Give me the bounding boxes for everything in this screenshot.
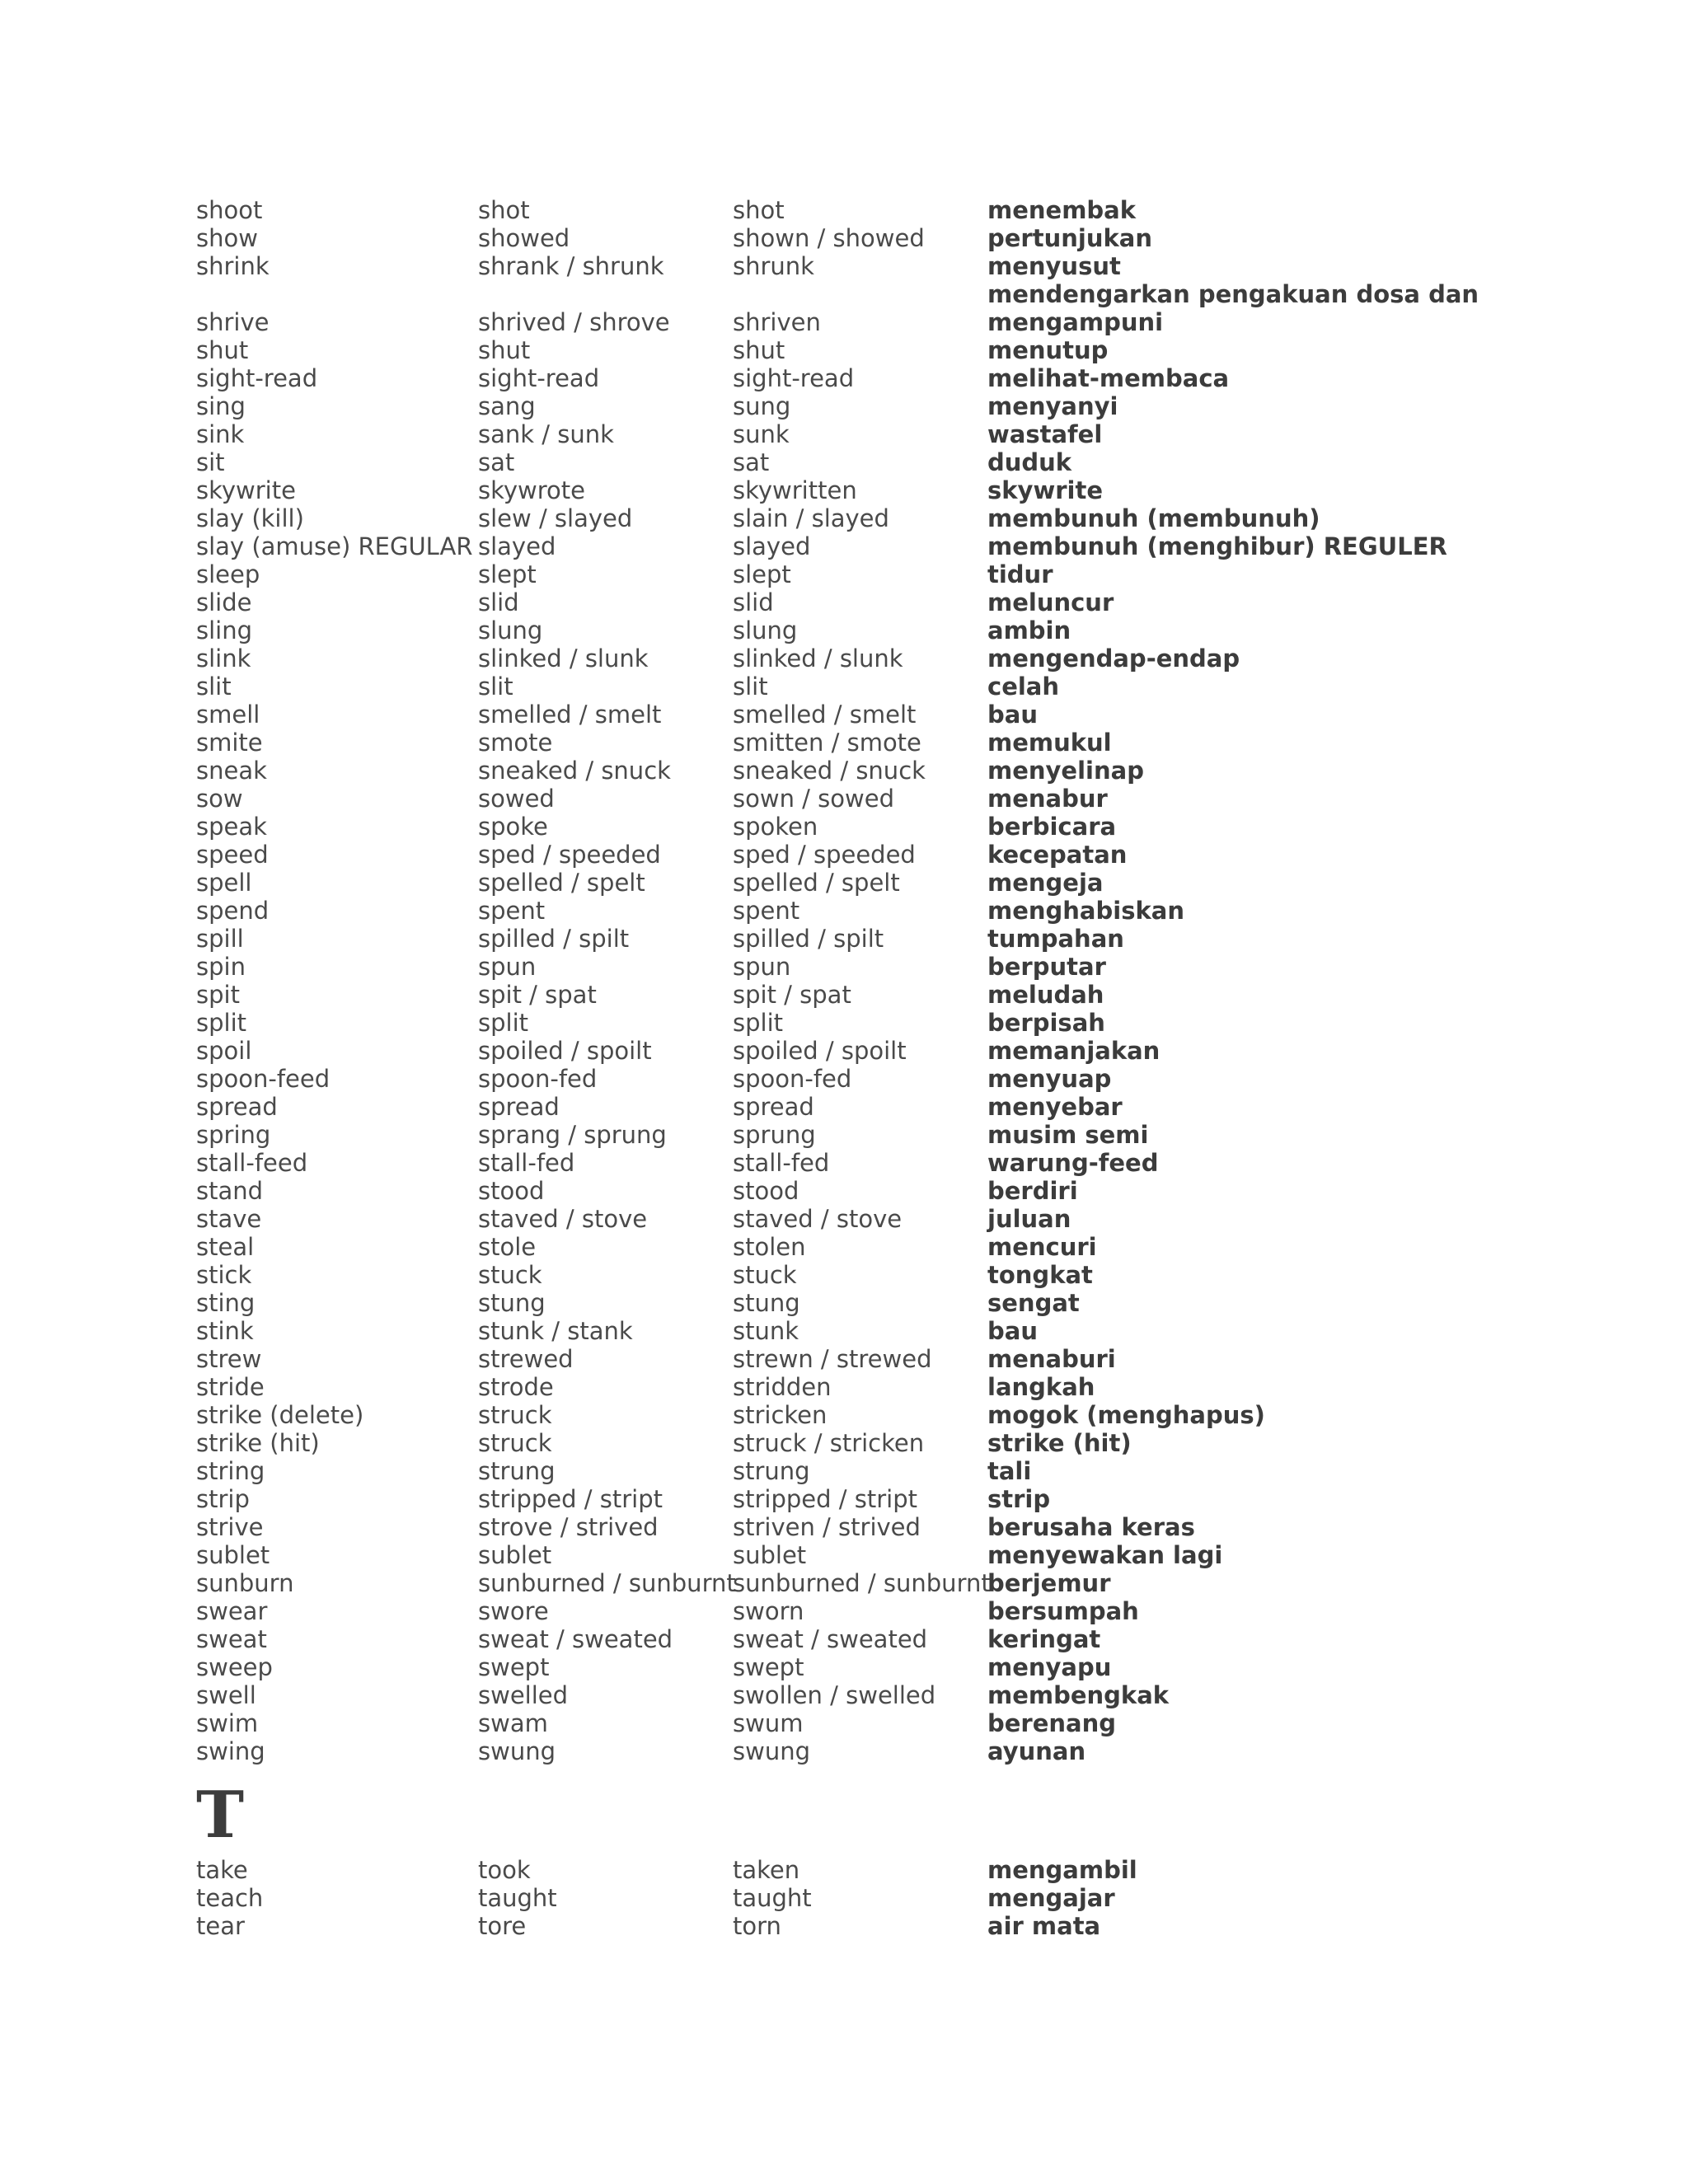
table-row bbox=[196, 196, 1531, 224]
past-participle-cell: sight-read bbox=[733, 364, 855, 392]
past-participle-cell: sworn bbox=[733, 1597, 804, 1625]
past-participle-cell: sunk bbox=[733, 420, 790, 448]
past-tense-cell: spoiled / spoilt bbox=[478, 1037, 652, 1065]
past-tense-cell: spread bbox=[478, 1093, 560, 1121]
base-form-cell: slit bbox=[196, 673, 232, 701]
past-tense-cell: shrived / shrove bbox=[478, 308, 670, 336]
translation-line-2: mengampuni bbox=[987, 308, 1164, 336]
past-participle-cell: spilled / spilt bbox=[733, 925, 884, 953]
table-row bbox=[196, 1037, 1531, 1065]
translation-cell: bersumpah bbox=[987, 1597, 1139, 1625]
past-participle-cell: spun bbox=[733, 953, 791, 981]
past-participle-cell: shrunk bbox=[733, 252, 814, 280]
translation-cell: mengambil bbox=[987, 1856, 1137, 1884]
translation-cell: menyanyi bbox=[987, 392, 1118, 420]
translation-cell: berbicara bbox=[987, 813, 1117, 841]
base-form-cell: spring bbox=[196, 1121, 271, 1149]
past-participle-cell: slain / slayed bbox=[733, 504, 889, 532]
translation-cell: ayunan bbox=[987, 1737, 1086, 1765]
past-tense-cell: struck bbox=[478, 1401, 552, 1429]
past-participle-cell: slung bbox=[733, 616, 798, 644]
table-row bbox=[196, 813, 1531, 841]
past-tense-cell: struck bbox=[478, 1429, 552, 1457]
table-row bbox=[196, 1065, 1531, 1093]
base-form-cell: smite bbox=[196, 729, 263, 757]
past-tense-cell: sunburned / sunburnt bbox=[478, 1569, 736, 1597]
translation-cell: menyuap bbox=[987, 1065, 1112, 1093]
base-form-cell: spell bbox=[196, 869, 252, 897]
past-participle-cell: slayed bbox=[733, 532, 811, 560]
past-tense-cell: showed bbox=[478, 224, 570, 252]
past-tense-cell: slung bbox=[478, 616, 543, 644]
past-participle-cell: spoiled / spoilt bbox=[733, 1037, 907, 1065]
table-row bbox=[196, 673, 1531, 701]
translation-cell: mengeja bbox=[987, 869, 1104, 897]
past-tense-cell: took bbox=[478, 1856, 531, 1884]
translation-cell: duduk bbox=[987, 448, 1072, 476]
table-row bbox=[196, 1597, 1531, 1625]
letter-heading: T bbox=[196, 1778, 245, 1853]
translation-cell: menaburi bbox=[987, 1345, 1116, 1373]
table-row bbox=[196, 1653, 1531, 1681]
table-row bbox=[196, 532, 1531, 560]
translation-cell: memukul bbox=[987, 729, 1112, 757]
translation-cell: berdiri bbox=[987, 1177, 1078, 1205]
table-row bbox=[196, 785, 1531, 813]
base-form-cell: spend bbox=[196, 897, 270, 925]
base-form-cell: sight-read bbox=[196, 364, 318, 392]
table-row bbox=[196, 1912, 1531, 1940]
past-tense-cell: slept bbox=[478, 560, 537, 588]
base-form-cell: steal bbox=[196, 1233, 255, 1261]
translation-cell: menyusut bbox=[987, 252, 1121, 280]
past-participle-cell: slept bbox=[733, 560, 791, 588]
table-row bbox=[196, 1345, 1531, 1373]
past-tense-cell: shrank / shrunk bbox=[478, 252, 664, 280]
translation-cell: menyelinap bbox=[987, 757, 1144, 785]
table-row bbox=[196, 1233, 1531, 1261]
past-tense-cell: sprang / sprung bbox=[478, 1121, 667, 1149]
translation-cell: menyebar bbox=[987, 1093, 1123, 1121]
past-participle-cell: swept bbox=[733, 1653, 804, 1681]
translation-cell: keringat bbox=[987, 1625, 1101, 1653]
translation-cell: meludah bbox=[987, 981, 1104, 1009]
past-participle-cell: strewn / strewed bbox=[733, 1345, 932, 1373]
past-tense-cell: strewed bbox=[478, 1345, 574, 1373]
table-row bbox=[196, 1401, 1531, 1429]
past-tense-cell: slinked / slunk bbox=[478, 644, 649, 673]
base-form-cell: skywrite bbox=[196, 476, 296, 504]
past-participle-cell: swollen / swelled bbox=[733, 1681, 936, 1709]
base-form-cell: slink bbox=[196, 644, 251, 673]
past-participle-cell: sat bbox=[733, 448, 770, 476]
past-participle-cell: sped / speeded bbox=[733, 841, 916, 869]
base-form-cell: spill bbox=[196, 925, 244, 953]
translation-cell: pertunjukan bbox=[987, 224, 1152, 252]
table-row bbox=[196, 869, 1531, 897]
table-row bbox=[196, 925, 1531, 953]
base-form-cell: speak bbox=[196, 813, 267, 841]
past-tense-cell: skywrote bbox=[478, 476, 585, 504]
table-row bbox=[196, 420, 1531, 448]
past-tense-cell: spoke bbox=[478, 813, 548, 841]
translation-cell: berputar bbox=[987, 953, 1106, 981]
past-participle-cell: stolen bbox=[733, 1233, 806, 1261]
past-participle-cell: spread bbox=[733, 1093, 814, 1121]
past-participle-cell: slid bbox=[733, 588, 774, 616]
translation-cell: mengajar bbox=[987, 1884, 1115, 1912]
base-form-cell: shoot bbox=[196, 196, 263, 224]
past-tense-cell: strung bbox=[478, 1457, 556, 1485]
table-row bbox=[196, 224, 1531, 252]
translation-cell: membunuh (membunuh) bbox=[987, 504, 1320, 532]
translation-cell: skywrite bbox=[987, 476, 1104, 504]
base-form-cell: tear bbox=[196, 1912, 245, 1940]
base-form-cell: sunburn bbox=[196, 1569, 294, 1597]
past-participle-cell: stung bbox=[733, 1289, 800, 1317]
translation-cell: air mata bbox=[987, 1912, 1101, 1940]
base-form-cell: spread bbox=[196, 1093, 278, 1121]
past-tense-cell: staved / stove bbox=[478, 1205, 648, 1233]
past-tense-cell: slew / slayed bbox=[478, 504, 633, 532]
translation-cell: wastafel bbox=[987, 420, 1103, 448]
table-row bbox=[196, 560, 1531, 588]
table-row bbox=[196, 729, 1531, 757]
base-form-cell: swell bbox=[196, 1681, 256, 1709]
translation-cell: menabur bbox=[987, 785, 1108, 813]
past-tense-cell: spit / spat bbox=[478, 981, 597, 1009]
base-form-cell: stand bbox=[196, 1177, 264, 1205]
table-row bbox=[196, 757, 1531, 785]
table-row bbox=[196, 1429, 1531, 1457]
base-form-cell: slide bbox=[196, 588, 252, 616]
base-form-cell: shut bbox=[196, 336, 249, 364]
table-row bbox=[196, 1625, 1531, 1653]
past-tense-cell: stole bbox=[478, 1233, 537, 1261]
translation-cell: ambin bbox=[987, 616, 1071, 644]
past-participle-cell: sublet bbox=[733, 1541, 807, 1569]
past-participle-cell: spit / spat bbox=[733, 981, 851, 1009]
translation-cell: membengkak bbox=[987, 1681, 1170, 1709]
past-participle-cell: skywritten bbox=[733, 476, 857, 504]
past-participle-cell: shriven bbox=[733, 308, 821, 336]
translation-cell: meluncur bbox=[987, 588, 1114, 616]
table-row bbox=[196, 476, 1531, 504]
base-form-cell: smell bbox=[196, 701, 260, 729]
base-form-cell: strive bbox=[196, 1513, 264, 1541]
past-tense-cell: sang bbox=[478, 392, 536, 420]
table-row bbox=[196, 588, 1531, 616]
base-form-cell: swim bbox=[196, 1709, 259, 1737]
translation-cell: mogok (menghapus) bbox=[987, 1401, 1265, 1429]
table-row bbox=[196, 616, 1531, 644]
table-row bbox=[196, 1093, 1531, 1121]
translation-cell: menyewakan lagi bbox=[987, 1541, 1223, 1569]
past-tense-cell: slit bbox=[478, 673, 513, 701]
past-participle-cell: swung bbox=[733, 1737, 810, 1765]
table-row bbox=[196, 504, 1531, 532]
translation-cell: menghabiskan bbox=[987, 897, 1184, 925]
base-form-cell: swing bbox=[196, 1737, 265, 1765]
base-form-cell: stave bbox=[196, 1205, 262, 1233]
base-form-cell: stink bbox=[196, 1317, 254, 1345]
past-participle-cell: spent bbox=[733, 897, 800, 925]
past-tense-cell: slayed bbox=[478, 532, 556, 560]
base-form-cell: sing bbox=[196, 392, 246, 420]
past-participle-cell: strung bbox=[733, 1457, 810, 1485]
past-tense-cell: sowed bbox=[478, 785, 555, 813]
table-row bbox=[196, 1884, 1531, 1912]
base-form-cell: strew bbox=[196, 1345, 262, 1373]
table-row bbox=[196, 280, 1531, 336]
translation-cell: berenang bbox=[987, 1709, 1117, 1737]
past-tense-cell: sublet bbox=[478, 1541, 552, 1569]
past-participle-cell: sown / sowed bbox=[733, 785, 894, 813]
table-row bbox=[196, 1485, 1531, 1513]
past-tense-cell: taught bbox=[478, 1884, 557, 1912]
base-form-cell: sit bbox=[196, 448, 225, 476]
translation-cell: mengendap-endap bbox=[987, 644, 1240, 673]
past-tense-cell: strove / strived bbox=[478, 1513, 659, 1541]
base-form-cell: spoil bbox=[196, 1037, 252, 1065]
translation-cell: bau bbox=[987, 1317, 1038, 1345]
table-row bbox=[196, 897, 1531, 925]
base-form-cell: strip bbox=[196, 1485, 250, 1513]
table-row bbox=[196, 448, 1531, 476]
base-form-cell: spit bbox=[196, 981, 240, 1009]
past-participle-cell: smelled / smelt bbox=[733, 701, 917, 729]
table-row bbox=[196, 392, 1531, 420]
past-tense-cell: stuck bbox=[478, 1261, 542, 1289]
table-row bbox=[196, 1681, 1531, 1709]
base-form-cell: sting bbox=[196, 1289, 256, 1317]
past-tense-cell: shut bbox=[478, 336, 531, 364]
past-tense-cell: stood bbox=[478, 1177, 545, 1205]
past-participle-cell: torn bbox=[733, 1912, 781, 1940]
translation-cell: mencuri bbox=[987, 1233, 1097, 1261]
past-participle-cell: spelled / spelt bbox=[733, 869, 900, 897]
past-participle-cell: stuck bbox=[733, 1261, 797, 1289]
base-form-cell: slay (kill) bbox=[196, 504, 304, 532]
translation-cell: juluan bbox=[987, 1205, 1071, 1233]
table-row bbox=[196, 1856, 1531, 1884]
past-participle-cell: struck / stricken bbox=[733, 1429, 925, 1457]
base-form-cell: sink bbox=[196, 420, 245, 448]
translation-cell: celah bbox=[987, 673, 1060, 701]
past-tense-cell: split bbox=[478, 1009, 529, 1037]
verb-table-s bbox=[196, 196, 1531, 1765]
past-participle-cell: sunburned / sunburnt bbox=[733, 1569, 991, 1597]
past-tense-cell: spent bbox=[478, 897, 546, 925]
table-row bbox=[196, 841, 1531, 869]
translation-cell: tumpahan bbox=[987, 925, 1124, 953]
past-tense-cell: swung bbox=[478, 1737, 556, 1765]
table-row bbox=[196, 1317, 1531, 1345]
translation-cell: membunuh (menghibur) REGULER bbox=[987, 532, 1447, 560]
past-tense-cell: strode bbox=[478, 1373, 554, 1401]
translation-cell: strike (hit) bbox=[987, 1429, 1132, 1457]
base-form-cell: slay (amuse) REGULAR bbox=[196, 532, 473, 560]
base-form-cell: stick bbox=[196, 1261, 252, 1289]
translation-cell: menyapu bbox=[987, 1653, 1112, 1681]
table-row bbox=[196, 701, 1531, 729]
past-tense-cell: sweat / sweated bbox=[478, 1625, 673, 1653]
base-form-cell: sneak bbox=[196, 757, 267, 785]
table-row bbox=[196, 1541, 1531, 1569]
translation-cell bbox=[987, 280, 1479, 336]
base-form-cell: stride bbox=[196, 1373, 265, 1401]
table-row bbox=[196, 1709, 1531, 1737]
translation-cell: menembak bbox=[987, 196, 1137, 224]
base-form-cell: sweat bbox=[196, 1625, 267, 1653]
past-tense-cell: smote bbox=[478, 729, 553, 757]
past-tense-cell: spun bbox=[478, 953, 537, 981]
past-tense-cell: smelled / smelt bbox=[478, 701, 662, 729]
past-tense-cell: swelled bbox=[478, 1681, 569, 1709]
past-participle-cell: stridden bbox=[733, 1373, 832, 1401]
base-form-cell: sublet bbox=[196, 1541, 270, 1569]
past-participle-cell: sneaked / snuck bbox=[733, 757, 926, 785]
table-row bbox=[196, 1373, 1531, 1401]
base-form-cell: shrink bbox=[196, 252, 270, 280]
past-participle-cell: striven / strived bbox=[733, 1513, 921, 1541]
past-tense-cell: spoon-fed bbox=[478, 1065, 598, 1093]
past-participle-cell: slinked / slunk bbox=[733, 644, 903, 673]
past-tense-cell: slid bbox=[478, 588, 519, 616]
past-tense-cell: sneaked / snuck bbox=[478, 757, 671, 785]
table-row bbox=[196, 644, 1531, 673]
base-form-cell: sweep bbox=[196, 1653, 273, 1681]
table-row bbox=[196, 1737, 1531, 1765]
base-form-cell: string bbox=[196, 1457, 265, 1485]
past-participle-cell: sweat / sweated bbox=[733, 1625, 928, 1653]
table-row bbox=[196, 1513, 1531, 1541]
table-row bbox=[196, 1569, 1531, 1597]
base-form-cell: strike (hit) bbox=[196, 1429, 320, 1457]
base-form-cell: take bbox=[196, 1856, 248, 1884]
translation-cell: tali bbox=[987, 1457, 1032, 1485]
translation-cell: melihat-membaca bbox=[987, 364, 1230, 392]
past-tense-cell: spelled / spelt bbox=[478, 869, 645, 897]
past-participle-cell: shot bbox=[733, 196, 785, 224]
past-participle-cell: sung bbox=[733, 392, 791, 420]
past-participle-cell: shut bbox=[733, 336, 785, 364]
table-row bbox=[196, 1177, 1531, 1205]
past-tense-cell: shot bbox=[478, 196, 530, 224]
base-form-cell: teach bbox=[196, 1884, 264, 1912]
past-tense-cell: spilled / spilt bbox=[478, 925, 630, 953]
verb-table-t bbox=[196, 1856, 1531, 1940]
past-participle-cell: shown / showed bbox=[733, 224, 925, 252]
table-row bbox=[196, 1289, 1531, 1317]
base-form-cell: shrive bbox=[196, 308, 270, 336]
past-participle-cell: sprung bbox=[733, 1121, 816, 1149]
table-row bbox=[196, 1121, 1531, 1149]
table-row bbox=[196, 981, 1531, 1009]
past-participle-cell: split bbox=[733, 1009, 784, 1037]
past-participle-cell: stunk bbox=[733, 1317, 799, 1345]
past-tense-cell: sank / sunk bbox=[478, 420, 614, 448]
past-participle-cell: spoken bbox=[733, 813, 818, 841]
base-form-cell: strike (delete) bbox=[196, 1401, 364, 1429]
past-tense-cell: swore bbox=[478, 1597, 549, 1625]
table-row bbox=[196, 364, 1531, 392]
past-tense-cell: stall-fed bbox=[478, 1149, 575, 1177]
table-row bbox=[196, 336, 1531, 364]
translation-cell: kecepatan bbox=[987, 841, 1128, 869]
base-form-cell: swear bbox=[196, 1597, 268, 1625]
past-participle-cell: stripped / stript bbox=[733, 1485, 917, 1513]
past-tense-cell: stripped / stript bbox=[478, 1485, 663, 1513]
translation-cell: strip bbox=[987, 1485, 1051, 1513]
past-tense-cell: sat bbox=[478, 448, 515, 476]
past-tense-cell: tore bbox=[478, 1912, 527, 1940]
translation-cell: tongkat bbox=[987, 1261, 1093, 1289]
base-form-cell: split bbox=[196, 1009, 247, 1037]
base-form-cell: spoon-feed bbox=[196, 1065, 331, 1093]
table-row bbox=[196, 953, 1531, 981]
table-row bbox=[196, 1205, 1531, 1233]
past-tense-cell: stung bbox=[478, 1289, 546, 1317]
translation-line-1: mendengarkan pengakuan dosa dan bbox=[987, 280, 1479, 308]
past-participle-cell: taken bbox=[733, 1856, 800, 1884]
translation-cell: musim semi bbox=[987, 1121, 1149, 1149]
table-row bbox=[196, 1457, 1531, 1485]
past-participle-cell: smitten / smote bbox=[733, 729, 921, 757]
past-tense-cell: swam bbox=[478, 1709, 548, 1737]
translation-cell: berjemur bbox=[987, 1569, 1111, 1597]
past-tense-cell: sped / speeded bbox=[478, 841, 661, 869]
translation-cell: sengat bbox=[987, 1289, 1080, 1317]
table-row bbox=[196, 1009, 1531, 1037]
past-participle-cell: taught bbox=[733, 1884, 812, 1912]
past-tense-cell: swept bbox=[478, 1653, 550, 1681]
base-form-cell: speed bbox=[196, 841, 269, 869]
table-row bbox=[196, 1149, 1531, 1177]
translation-cell: berpisah bbox=[987, 1009, 1105, 1037]
translation-cell: langkah bbox=[987, 1373, 1095, 1401]
table-row bbox=[196, 1261, 1531, 1289]
past-tense-cell: stunk / stank bbox=[478, 1317, 633, 1345]
translation-cell: memanjakan bbox=[987, 1037, 1160, 1065]
past-participle-cell: slit bbox=[733, 673, 768, 701]
past-tense-cell: sight-read bbox=[478, 364, 600, 392]
translation-cell: warung-feed bbox=[987, 1149, 1159, 1177]
past-participle-cell: stood bbox=[733, 1177, 799, 1205]
table-row bbox=[196, 252, 1531, 280]
past-participle-cell: staved / stove bbox=[733, 1205, 903, 1233]
past-participle-cell: stricken bbox=[733, 1401, 828, 1429]
base-form-cell: sow bbox=[196, 785, 243, 813]
past-participle-cell: swum bbox=[733, 1709, 804, 1737]
translation-cell: menutup bbox=[987, 336, 1109, 364]
base-form-cell: stall-feed bbox=[196, 1149, 308, 1177]
translation-cell: berusaha keras bbox=[987, 1513, 1195, 1541]
translation-cell: tidur bbox=[987, 560, 1053, 588]
translation-cell: bau bbox=[987, 701, 1038, 729]
base-form-cell: sleep bbox=[196, 560, 260, 588]
past-participle-cell: spoon-fed bbox=[733, 1065, 852, 1093]
past-participle-cell: stall-fed bbox=[733, 1149, 830, 1177]
base-form-cell: spin bbox=[196, 953, 246, 981]
base-form-cell: show bbox=[196, 224, 258, 252]
base-form-cell: sling bbox=[196, 616, 253, 644]
